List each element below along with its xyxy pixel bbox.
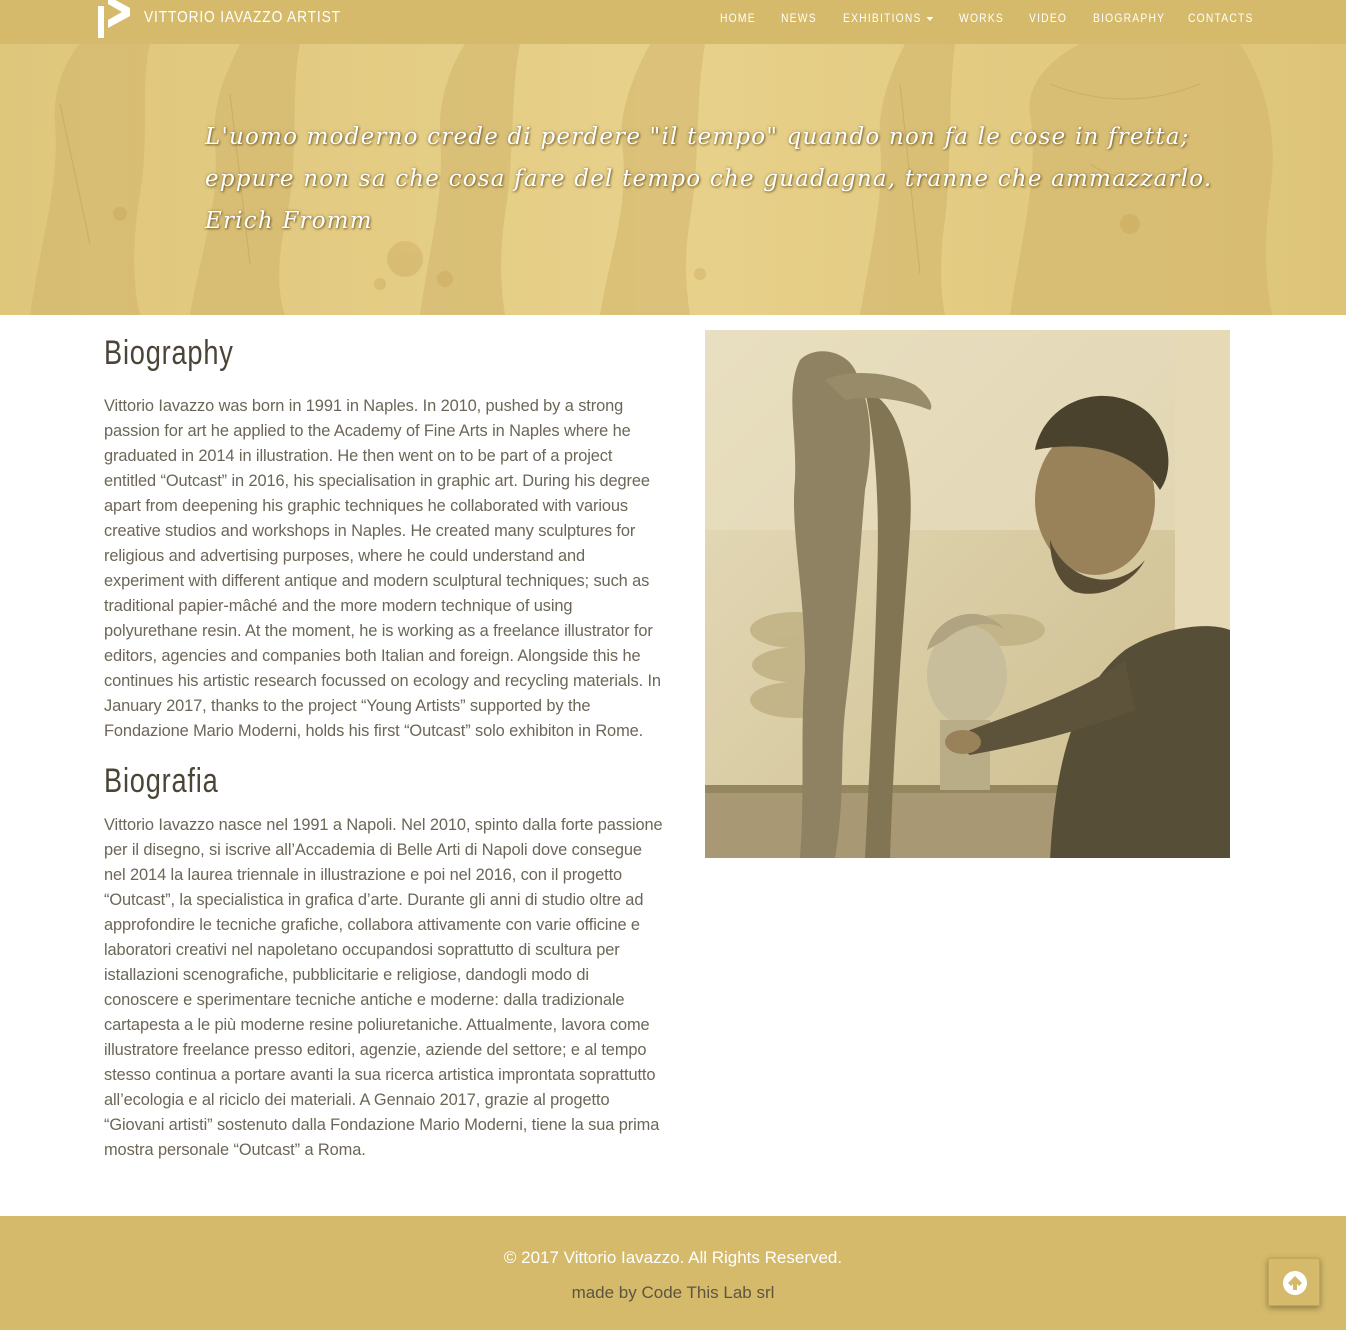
nav-item-video[interactable]: VIDEO (1029, 11, 1068, 25)
vi-monogram-logo[interactable] (96, 0, 134, 40)
made-by-credit[interactable]: made by Code This Lab srl (571, 1283, 775, 1302)
artist-portrait-photo (705, 330, 1230, 858)
quote-author: Erich Fromm (205, 208, 373, 234)
arrow-circle-up-icon (1282, 1270, 1308, 1296)
top-navbar (0, 0, 1346, 44)
biography-text-en: Vittorio Iavazzo was born in 1991 in Naples. In 2010, pushed by a strong passion for art he applied to the Academy of Fine Arts in Naples where he graduated in 2014 in illustration. He then went on to be part of a project entitled “Outcast” in 2016, his specialisation in graphic art. During his degree apart from deepening his graphic techniques he collaborated with various creative studios and workshops in Naples. He created many sculptures for religious and advertising purposes, where he could understand and experiment with different antique and modern sculptural techniques; such as traditional papier-mâché and the more modern technique of using polyurethane resin. At the moment, he is working as a freelance illustrator for editors, agencies and companies both Italian and foreign. Alongside this he continues his artistic research focussed on ecology and recycling materials. In January 2017, thanks to the project “Young Artists” supported by the Fondazione Mario Moderni, holds his first “Outcast” solo exhibiton in Rome. (104, 397, 661, 740)
nav-item-news[interactable]: NEWS (781, 11, 817, 25)
site-title[interactable]: VITTORIO IAVAZZO ARTIST (144, 9, 341, 26)
nav-item-works[interactable]: WORKS (959, 11, 1005, 25)
copyright-text: © 2017 Vittorio Iavazzo. All Rights Reserved. (503, 1248, 843, 1267)
caret-down-icon (927, 17, 934, 21)
biography-column (104, 330, 664, 1163)
artist-sculpting-image (705, 330, 1230, 858)
nav-item-contacts[interactable]: CONTACTS (1188, 11, 1254, 25)
nav-item-exhibitions-label: EXHIBITIONS (843, 11, 922, 25)
biografia-heading: Biografia (104, 762, 219, 800)
nav-item-exhibitions[interactable] (843, 11, 934, 25)
hero-quote (205, 116, 1212, 242)
site-footer (0, 1216, 1346, 1330)
quote-line-2: eppure non sa che cosa fare del tempo che guadagna, tranne che ammazzarlo. (205, 166, 1213, 192)
hero-banner (0, 44, 1346, 315)
back-to-top-button[interactable] (1268, 1258, 1320, 1306)
nav-item-home[interactable]: HOME (720, 11, 756, 25)
biografia-text-it: Vittorio Iavazzo nasce nel 1991 a Napoli. Nel 2010, spinto dalla forte passione per il disegno, si iscrive all’Accademia di Belle Arti di Napoli dove consegue nel 2014 la laurea triennale in illustrazione e poi nel 2016, con il progetto “Outcast”, la specialistica in grafica d’arte. Durante gli anni di studio oltre ad approfondire le tecniche grafiche, collabora attivamente con varie officine e laboratori creativi nel napoletano occupandosi soprattutto di scultura per istallazioni scenografiche, pubblicitarie e religiose, dandogli modo di conoscere e sperimentare tecniche antiche e moderne: dalla tradizionale cartapesta a le più moderne resine poliuretaniche. Attualmente, lavora come illustratore freelance presso editori, agenzie, aziende del settore; e al tempo stesso continua a portare avanti la sua ricerca artistica improntata soprattutto all’ecologia e al riciclo dei materiali. A Gennaio 2017, grazie al progetto “Giovani artisti” sostenuto dalla Fondazione Mario Moderni, tiene la sua prima mostra personale “Outcast” a Roma. (104, 816, 663, 1159)
quote-line-1: L'uomo moderno crede di perdere "il tempo" quando non fa le cose in fretta; (205, 124, 1190, 150)
nav-item-biography[interactable]: BIOGRAPHY (1093, 11, 1166, 25)
biography-heading: Biography (104, 334, 234, 372)
